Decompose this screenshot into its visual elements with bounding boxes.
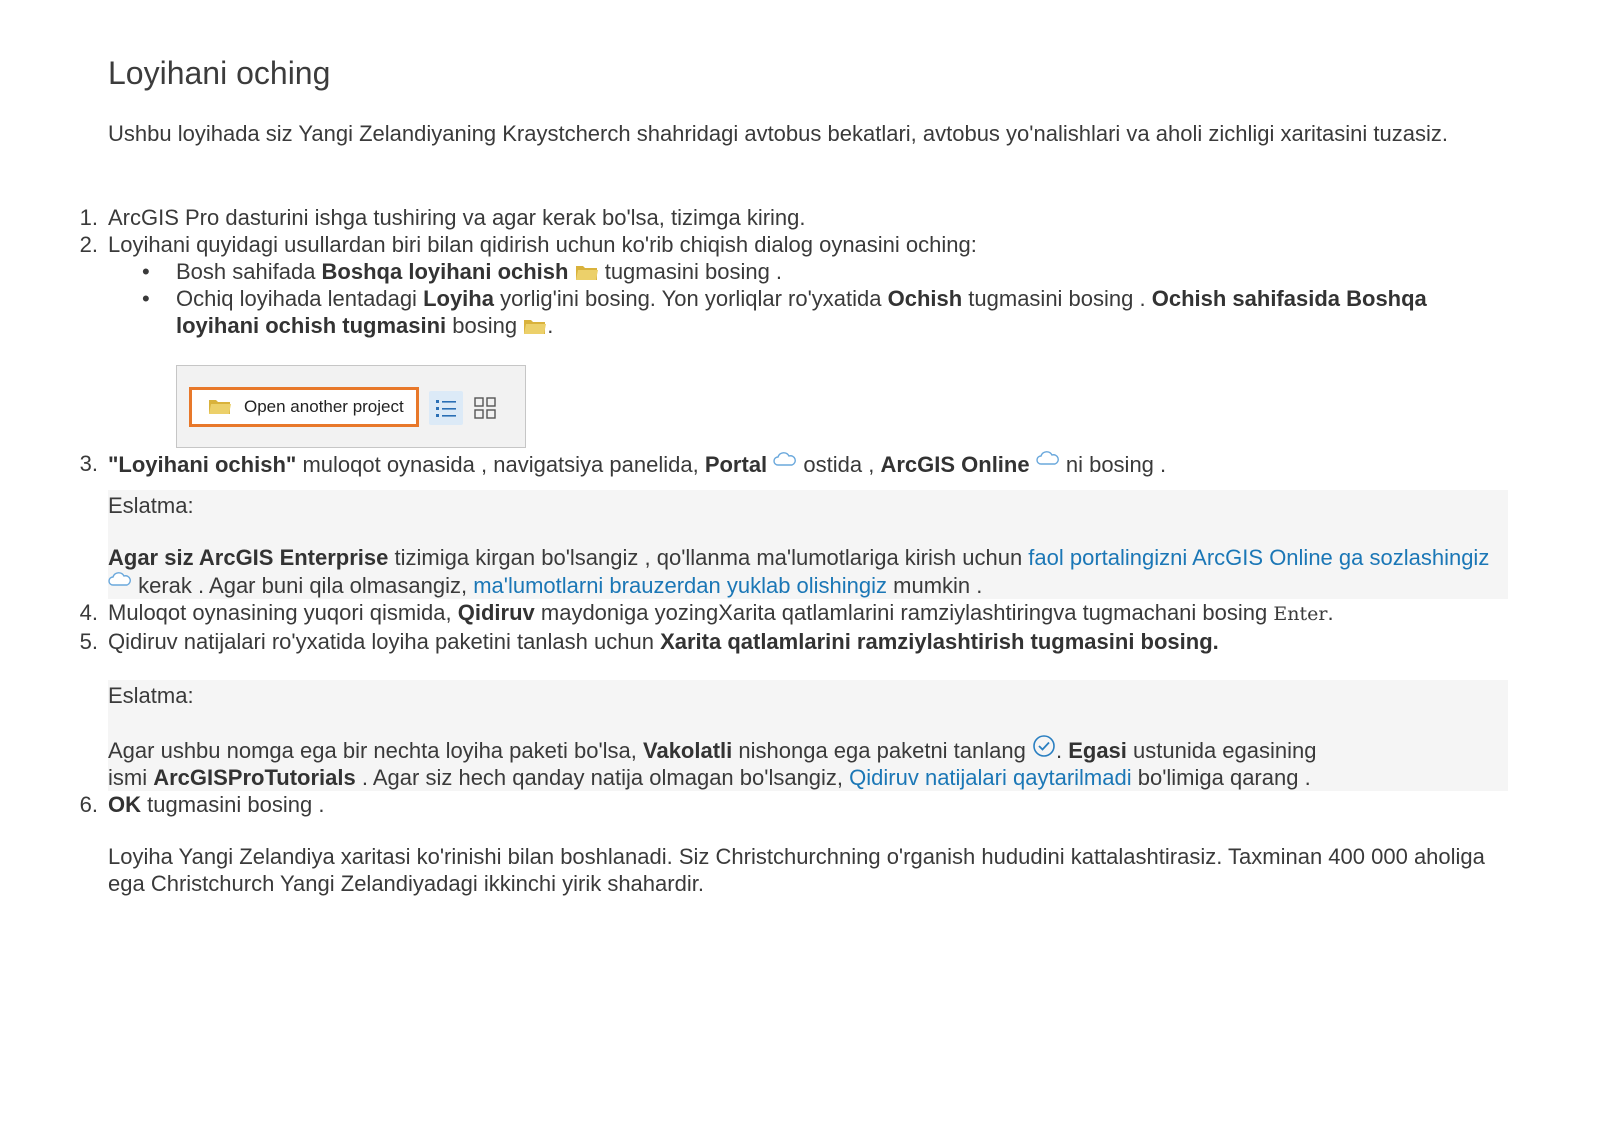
text-run: maydoniga yozingXarita qatlamlarini ramziylashtiringva tugmachani bosing [534,600,1274,625]
text-run: tugmasini bosing . [598,259,783,284]
ui-term: Loyiha [423,286,494,311]
text-run: nishonga ega paketni tanlang [732,738,1032,763]
ui-term: Vakolatli [643,738,733,763]
open-another-project-button[interactable] [189,387,419,427]
text-run: ostida , [797,452,881,477]
button-label: Open another project [244,397,404,416]
text-run: muloqot oynasida , navigatsiya panelida, [296,452,705,477]
note-box [108,680,1508,791]
step-text: Loyihani quyidagi usullardan biri bilan qidirish uchun ko'rib chiqish dialog oynasini oching: [108,232,977,257]
configure-portal-link[interactable]: faol portalingizni ArcGIS Online ga sozlashingiz [1028,545,1490,570]
ui-term: Ochish sahifasida Boshqa loyihani ochish tugmasini [176,286,1427,338]
text-run: tizimiga kirgan bo'lsangiz , qo'llanma ma'lumotlariga kirish uchun [388,545,1029,570]
text-run: . [1327,600,1334,625]
list-item [142,258,1500,285]
note-label: Eslatma: [108,683,194,708]
bullet-dot: • [142,286,150,311]
text-run: . Agar siz hech qanday natija olmagan bo'lsangiz, [355,765,850,790]
cloud-icon [1036,450,1060,466]
list-view-icon[interactable] [429,391,463,425]
folder-icon [208,397,232,415]
options-list [108,258,1500,339]
step-1 [70,204,1500,231]
cloud-icon [108,571,132,587]
step-number: 4. [79,600,98,625]
text-run: tugmasini bosing . [141,792,325,817]
grid-view-icon[interactable] [473,396,497,420]
text-run: bosing [446,313,518,338]
ui-term: Agar siz ArcGIS Enterprise [108,545,389,570]
ui-term: Boshqa loyihani ochish [321,259,569,284]
step-number: 5. [79,629,98,654]
step-3 [70,450,1500,599]
text-run: bo'limiga qarang . [1131,765,1311,790]
step-2 [70,231,1500,448]
step-6 [70,791,1500,897]
step-5 [70,628,1500,791]
text-run: Agar ushbu nomga ega bir nechta loyiha paketi bo'lsa, [108,738,643,763]
note-text [108,544,1508,599]
text-run: Bosh sahifada [176,259,322,284]
ui-term: Portal [704,452,768,477]
page-title: Loyihani oching [108,55,331,91]
text-run: . [547,313,554,338]
ui-term: ArcGIS Online [880,452,1030,477]
text-run: yorlig'ini bosing. Yon yorliqlar ro'yxatida [493,286,888,311]
note-text [108,734,1508,791]
ui-term: Qidiruv [457,600,535,625]
ui-term: Xarita qatlamlarini ramziylashtirish tugmasini bosing. [660,629,1219,654]
text-run: ustunida egasining [1126,738,1317,763]
list-item [142,285,1500,339]
ui-term: "Loyihani ochish" [108,452,297,477]
text-run: . [1055,738,1069,763]
text-run: Ochiq loyihada lentadagi [176,286,424,311]
ui-term: Ochish [887,286,963,311]
text-run: Qidiruv natijalari ro'yxatida loyiha paketini tanlash uchun [108,629,661,654]
text-run: Muloqot oynasining yuqori qismida, [108,600,458,625]
step-number: 1. [79,205,98,230]
note-box [108,490,1508,599]
step-text: ArcGIS Pro dasturini ishga tushiring va agar kerak bo'lsa, tizimga kiring. [108,205,806,230]
bullet-dot: • [142,259,150,284]
step-number: 2. [79,232,98,257]
ui-screenshot [176,365,526,448]
folder-icon [523,317,547,335]
steps-list [70,204,1500,897]
step-number: 6. [79,792,98,817]
download-data-link[interactable]: ma'lumotlarni brauzerdan yuklab olishingiz [473,573,888,598]
ui-term: ArcGISProTutorials [153,765,356,790]
step-4 [70,599,1500,628]
text-run: mumkin . [887,573,983,598]
intro-paragraph: Ushbu loyihada siz Yangi Zelandiyaning Kraystcherch shahridagi avtobus bekatlari, avtobus yo'nalishlari va aholi zichligi xaritasini tuzasiz. [108,121,1448,146]
portal-cloud-icon [773,450,797,468]
step-number: 3. [79,451,98,476]
enter-key: Enter [1273,603,1328,625]
text-run: ismi [108,765,154,790]
note-label: Eslatma: [108,493,194,518]
result-paragraph: Loyiha Yangi Zelandiya xaritasi ko'rinishi bilan boshlanadi. Siz Christchurchning o'rganish hududini kattalashtirasiz. Taxminan 400 000 aholiga ega Christchurch Yangi Zelandiyadagi ikkinchi yirik shahardir. [108,844,1485,896]
text-run: kerak . Agar buni qila olmasangiz, [132,573,474,598]
ui-term: Egasi [1068,738,1127,763]
text-run: ni bosing . [1059,452,1167,477]
ui-term: OK [108,792,141,817]
folder-icon [575,263,599,281]
no-results-link[interactable]: Qidiruv natijalari qaytarilmadi [849,765,1132,790]
text-run: tugmasini bosing . [962,286,1152,311]
authoritative-check-icon [1032,734,1056,758]
